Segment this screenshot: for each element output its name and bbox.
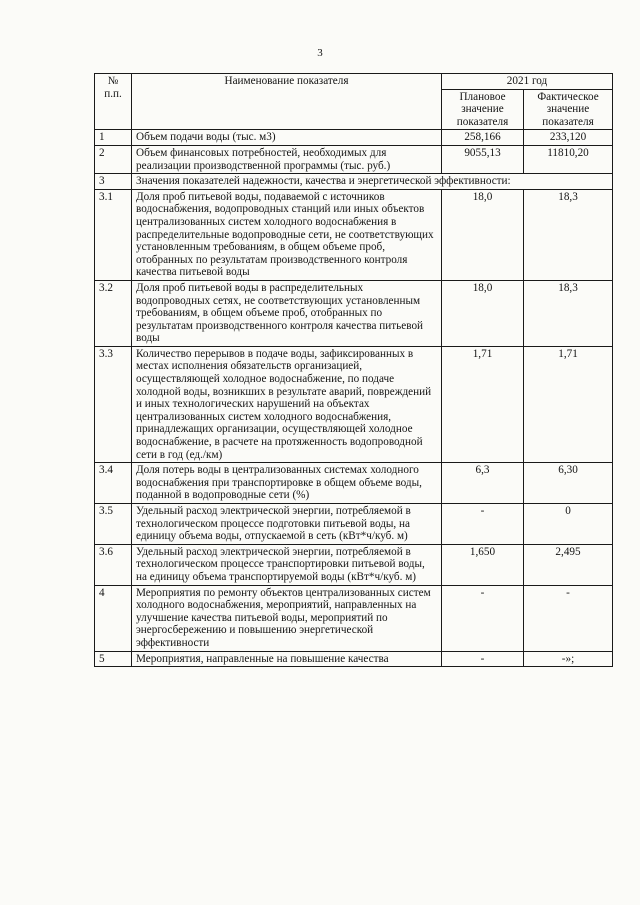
row-name: Объем финансовых потребностей, необходимых для реализации производственной программы (тыс. руб.) bbox=[132, 145, 442, 173]
row-name: Удельный расход электрической энергии, потребляемой в технологическом процессе подготовки питьевой воды, на единицу объема воды, отпускаемой в сеть (кВт*ч/куб. м) bbox=[132, 504, 442, 545]
row-name: Мероприятия, направленные на повышение качества bbox=[132, 651, 442, 667]
row-planned: 18,0 bbox=[442, 189, 524, 280]
table-row bbox=[95, 544, 613, 585]
row-actual: 1,71 bbox=[524, 346, 613, 462]
table-row-section bbox=[95, 174, 613, 190]
row-actual: 233,120 bbox=[524, 130, 613, 146]
row-actual: - bbox=[524, 585, 613, 651]
row-num: 4 bbox=[95, 585, 132, 651]
row-planned: 1,650 bbox=[442, 544, 524, 585]
row-planned: 18,0 bbox=[442, 280, 524, 346]
row-num: 3.4 bbox=[95, 463, 132, 504]
table-row bbox=[95, 504, 613, 545]
row-actual: 0 bbox=[524, 504, 613, 545]
row-num: 3.3 bbox=[95, 346, 132, 462]
table-row bbox=[95, 130, 613, 146]
table-row bbox=[95, 145, 613, 173]
row-num: 3.2 bbox=[95, 280, 132, 346]
table-row bbox=[95, 280, 613, 346]
row-num: 3 bbox=[95, 174, 132, 190]
row-num: 3.5 bbox=[95, 504, 132, 545]
row-num: 2 bbox=[95, 145, 132, 173]
row-planned: - bbox=[442, 504, 524, 545]
indicators-table bbox=[94, 73, 613, 667]
row-actual: 18,3 bbox=[524, 189, 613, 280]
row-section-title: Значения показателей надежности, качества и энергетической эффективности: bbox=[132, 174, 613, 190]
row-name: Мероприятия по ремонту объектов централизованных систем холодного водоснабжения, мероприятий, направленных на улучшение качества питьевой воды, мероприятий по энергосбережению и повышению энергетической эффективности bbox=[132, 585, 442, 651]
row-planned: 1,71 bbox=[442, 346, 524, 462]
row-num: 3.6 bbox=[95, 544, 132, 585]
row-num: 3.1 bbox=[95, 189, 132, 280]
row-planned: 9055,13 bbox=[442, 145, 524, 173]
row-actual: 18,3 bbox=[524, 280, 613, 346]
table-row bbox=[95, 651, 613, 667]
row-planned: 6,3 bbox=[442, 463, 524, 504]
row-name: Удельный расход электрической энергии, потребляемой в технологическом процессе транспортировки питьевой воды, на единицу объема транспортируемой воды (кВт*ч/куб. м) bbox=[132, 544, 442, 585]
row-name: Доля проб питьевой воды, подаваемой с источников водоснабжения, водопроводных станций или иных объектов централизованных систем холодного водоснабжения в распределительные водопроводные сети, не соответствующих установленным требованиям, в общем объеме проб, отобранных по результатам производственного контроля качества питьевой воды bbox=[132, 189, 442, 280]
header-year: 2021 год bbox=[442, 74, 613, 90]
table-row bbox=[95, 346, 613, 462]
row-num: 5 bbox=[95, 651, 132, 667]
row-name: Количество перерывов в подаче воды, зафиксированных в местах исполнения обязательств организацией, осуществляющей холодное водоснабжение, по подаче холодной воды, возникших в результате аварий, повреждений и иных технологических нарушений на объектах централизованных систем холодного водоснабжения, принадлежащих организации, осуществляющей холодное водоснабжение, в расчете на протяженность водопроводной сети в год (ед./км) bbox=[132, 346, 442, 462]
row-planned: 258,166 bbox=[442, 130, 524, 146]
table-row bbox=[95, 463, 613, 504]
table-row bbox=[95, 585, 613, 651]
row-name: Доля проб питьевой воды в распределительных водопроводных сетях, не соответствующих установленным требованиям, в общем объеме проб, отобранных по результатам производственного контроля качества питьевой воды bbox=[132, 280, 442, 346]
header-name: Наименование показателя bbox=[132, 74, 442, 130]
row-actual: 6,30 bbox=[524, 463, 613, 504]
header-actual: Фактическое значение показателя bbox=[524, 89, 613, 130]
row-planned: - bbox=[442, 651, 524, 667]
row-num: 1 bbox=[95, 130, 132, 146]
header-row-top bbox=[95, 74, 613, 90]
table-row bbox=[95, 189, 613, 280]
header-num: № п.п. bbox=[95, 74, 132, 130]
row-name: Объем подачи воды (тыс. м3) bbox=[132, 130, 442, 146]
row-actual: 11810,20 bbox=[524, 145, 613, 173]
row-actual: -»; bbox=[524, 651, 613, 667]
row-actual: 2,495 bbox=[524, 544, 613, 585]
header-planned: Плановое значение показателя bbox=[442, 89, 524, 130]
row-planned: - bbox=[442, 585, 524, 651]
row-name: Доля потерь воды в централизованных системах холодного водоснабжения при транспортировке в общем объеме воды, поданной в водопроводные сети (%) bbox=[132, 463, 442, 504]
page-number: 3 bbox=[317, 47, 323, 59]
